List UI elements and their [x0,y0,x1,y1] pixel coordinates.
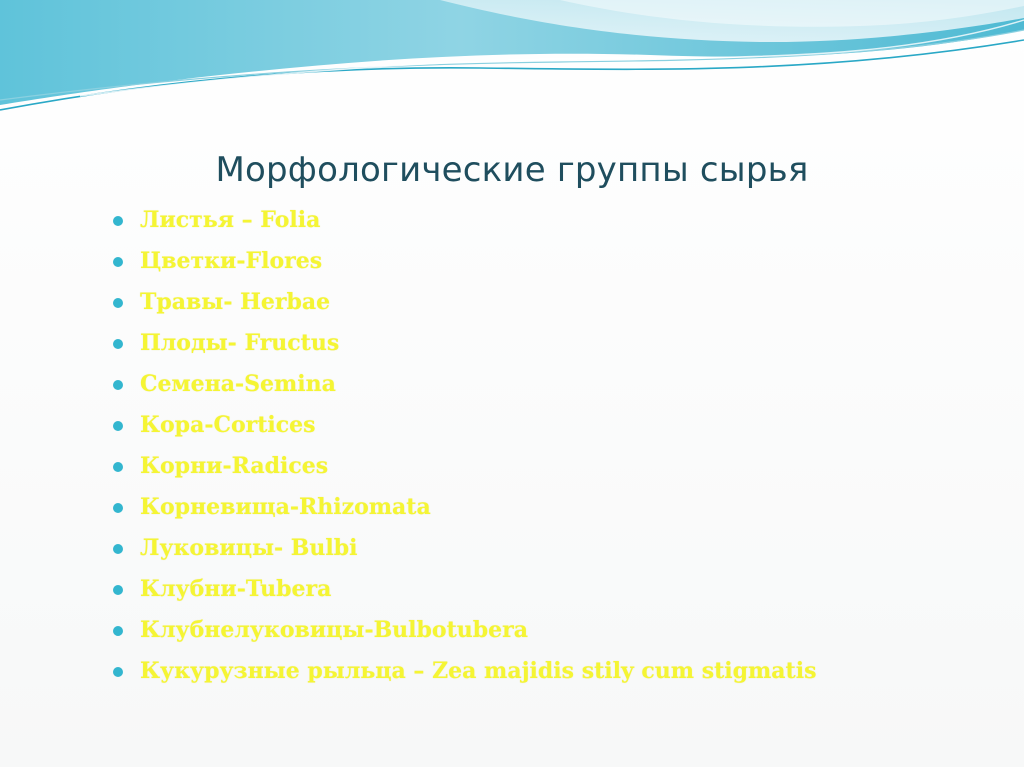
list-item-text: Кора-Cortices [140,412,316,438]
bullet-icon [113,626,123,636]
list-item-text: Листья – Folia [140,207,321,233]
bullet-icon [113,462,123,472]
list-item-text: Кукурузные рыльца – Zea majidis stily cum stigmatis [140,658,817,684]
list-item [108,405,988,446]
list-item [108,569,988,610]
bullet-icon [113,257,123,267]
bullet-icon [113,216,123,226]
list-item-text: Клубни-Tubera [140,576,332,602]
list-item [108,364,988,405]
bullet-icon [113,667,123,677]
bullet-list [108,200,988,692]
list-item [108,323,988,364]
list-item [108,446,988,487]
list-item-text: Луковицы- Bulbi [140,535,358,561]
list-item-text: Травы- Herbae [140,289,331,315]
list-item-text: Клубнелуковицы-Bulbotubera [140,617,528,643]
list-item [108,487,988,528]
bullet-icon [113,339,123,349]
bullet-icon [113,585,123,595]
list-item-text: Корневища-Rhizomata [140,494,431,520]
list-item-text: Плоды- Fructus [140,330,340,356]
wave-decoration [0,0,1024,130]
slide-title: Морфологические группы сырья [215,150,809,190]
list-item-text: Цветки-Flores [140,248,323,274]
list-item [108,528,988,569]
list-item-text: Корни-Radices [140,453,329,479]
bullet-icon [113,380,123,390]
list-item [108,651,988,692]
bullet-icon [113,298,123,308]
bullet-icon [113,503,123,513]
list-item [108,610,988,651]
list-item-text: Семена-Semina [140,371,336,397]
list-item [108,282,988,323]
bullet-icon [113,544,123,554]
list-item [108,241,988,282]
bullet-icon [113,421,123,431]
list-item [108,200,988,241]
